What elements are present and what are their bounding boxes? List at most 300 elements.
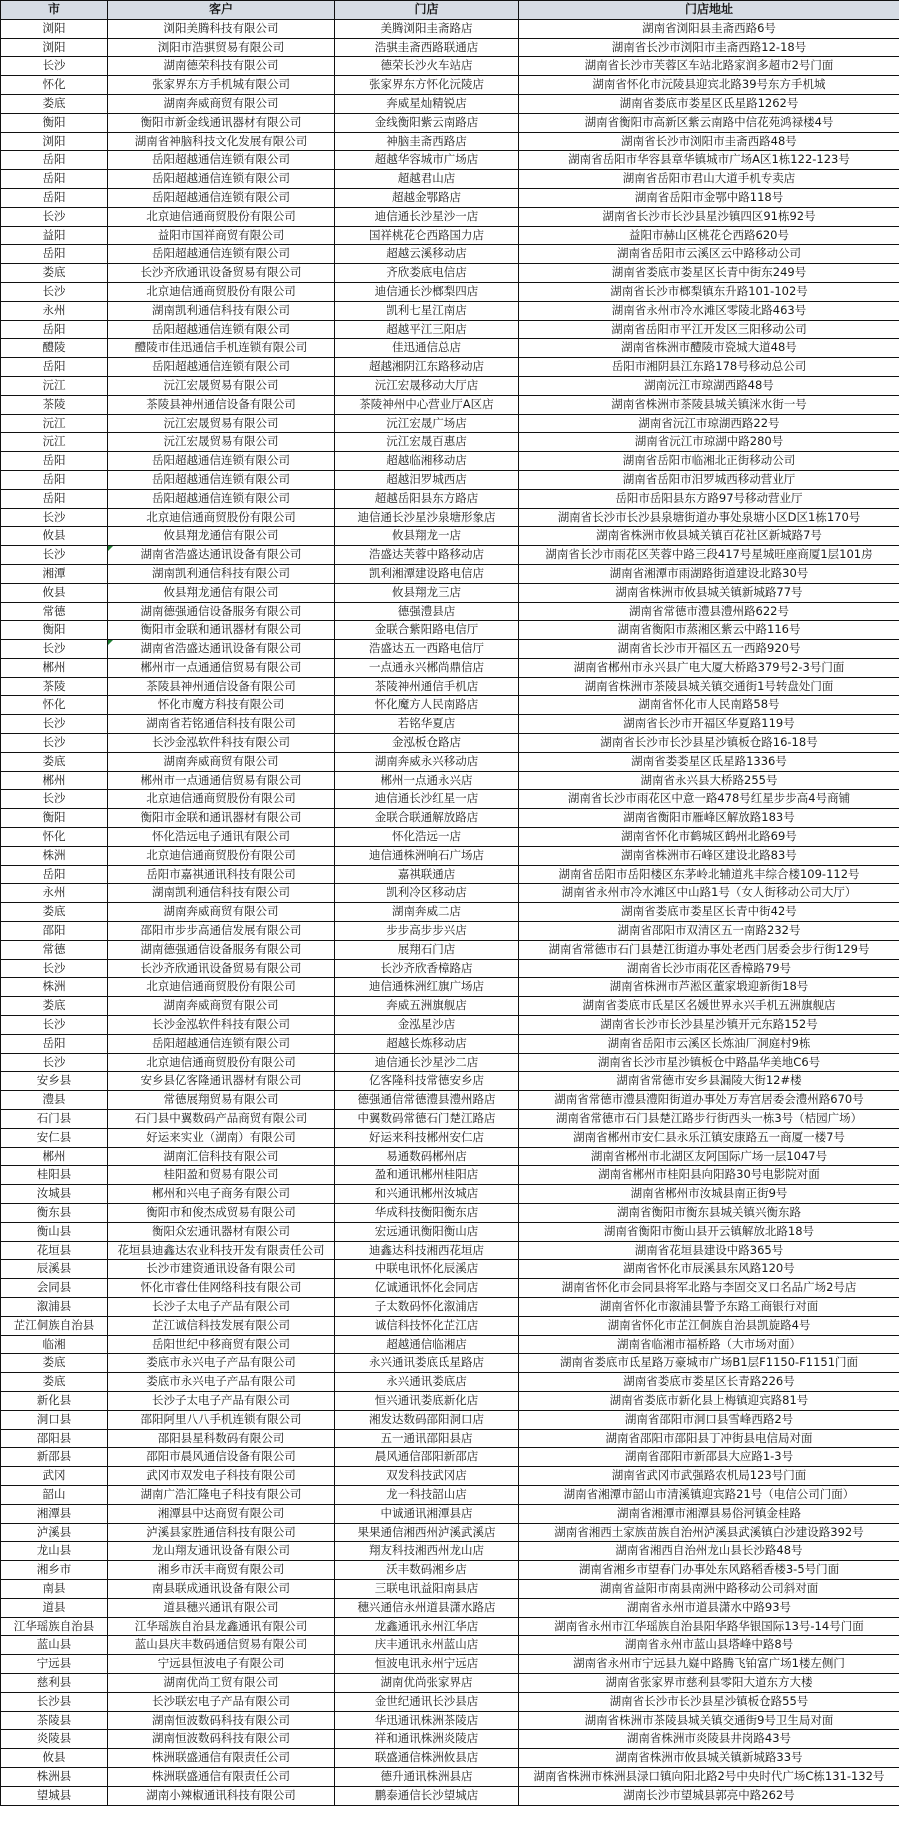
cell-store[interactable]: 中翼数码常德石门楚江路店 (335, 1110, 519, 1129)
cell-customer[interactable]: 湖南奔威商贸有限公司 (108, 997, 335, 1016)
cell-store[interactable]: 浩骐圭斋西路联通店 (335, 38, 519, 57)
cell-city[interactable]: 芷江侗族自治县 (1, 1316, 108, 1335)
cell-city[interactable]: 岳阳 (1, 320, 108, 339)
cell-store[interactable]: 齐欣娄底电信店 (335, 264, 519, 283)
cell-customer[interactable]: 石门县中翼数码产品商贸有限公司 (108, 1110, 335, 1129)
cell-address[interactable]: 湖南省长沙市芙蓉区车站北路家润多超市2号门面 (519, 57, 899, 76)
cell-store[interactable]: 超越通信临湘店 (335, 1335, 519, 1354)
cell-store[interactable]: 金泓星沙店 (335, 1016, 519, 1035)
cell-city[interactable]: 新邵县 (1, 1448, 108, 1467)
cell-city[interactable]: 临湘 (1, 1335, 108, 1354)
cell-address[interactable]: 湖南省怀化市溆浦县警予东路工商银行对面 (519, 1297, 899, 1316)
cell-city[interactable]: 长沙 (1, 546, 108, 565)
cell-customer[interactable]: 衡阳市金联和通讯器材有限公司 (108, 621, 335, 640)
cell-store[interactable]: 浩盛达芙蓉中路移动店 (335, 546, 519, 565)
cell-store[interactable]: 湖南奔威永兴移动店 (335, 752, 519, 771)
cell-address[interactable]: 湖南沅江市琼湖西路48号 (519, 376, 899, 395)
cell-customer[interactable]: 浏阳市浩骐贸易有限公司 (108, 38, 335, 57)
cell-store[interactable]: 超越金鄂路店 (335, 188, 519, 207)
cell-address[interactable]: 湖南省沅江市琼湖西路22号 (519, 414, 899, 433)
cell-customer[interactable]: 湖南奔威商贸有限公司 (108, 94, 335, 113)
cell-store[interactable]: 奔威星灿精锐店 (335, 94, 519, 113)
cell-store[interactable]: 湘发达数码邵阳洞口店 (335, 1410, 519, 1429)
cell-customer[interactable]: 湖南奔威商贸有限公司 (108, 903, 335, 922)
cell-city[interactable]: 长沙 (1, 57, 108, 76)
cell-customer[interactable]: 岳阳超越通信连锁有限公司 (108, 245, 335, 264)
cell-customer[interactable]: 武冈市双发电子科技有限公司 (108, 1467, 335, 1486)
cell-store[interactable]: 龙鑫通讯永州江华店 (335, 1617, 519, 1636)
cell-customer[interactable]: 芷江诚信科技发展有限公司 (108, 1316, 335, 1335)
cell-customer[interactable]: 岳阳超越通信连锁有限公司 (108, 1034, 335, 1053)
cell-store[interactable]: 果果通信湘西州泸溪武溪店 (335, 1523, 519, 1542)
cell-store[interactable]: 超越岳阳县东方路店 (335, 489, 519, 508)
cell-city[interactable]: 炎陵县 (1, 1730, 108, 1749)
cell-city[interactable]: 株洲 (1, 978, 108, 997)
cell-address[interactable]: 湖南省湘潭市雨湖路街道建设北路30号 (519, 564, 899, 583)
cell-city[interactable]: 汝城县 (1, 1185, 108, 1204)
cell-address[interactable]: 湖南省娄底市娄星区长青路226号 (519, 1373, 899, 1392)
cell-city[interactable]: 韶山 (1, 1485, 108, 1504)
cell-customer[interactable]: 岳阳超越通信连锁有限公司 (108, 358, 335, 377)
cell-customer[interactable]: 蓝山县庆丰数码通信贸易有限公司 (108, 1636, 335, 1655)
cell-store[interactable]: 步步高步步兴店 (335, 922, 519, 941)
cell-store[interactable]: 凯利冷区移动店 (335, 884, 519, 903)
cell-store[interactable]: 盈和通讯郴州桂阳店 (335, 1166, 519, 1185)
cell-address[interactable]: 湖南省衡阳市衡山县开云镇解放北路18号 (519, 1222, 899, 1241)
cell-customer[interactable]: 岳阳超越通信连锁有限公司 (108, 470, 335, 489)
cell-address[interactable]: 湖南省长沙市长沙县泉塘街道办事处泉塘小区D区1栋170号 (519, 508, 899, 527)
cell-store[interactable]: 佳迅通信总店 (335, 339, 519, 358)
cell-store[interactable]: 德升通讯株洲县店 (335, 1767, 519, 1786)
cell-address[interactable]: 湖南省长沙市浏阳市圭斋西路48号 (519, 132, 899, 151)
cell-address[interactable]: 湖南省株洲市炎陵县井岗路43号 (519, 1730, 899, 1749)
cell-customer[interactable]: 郴州市一点通通信贸易有限公司 (108, 771, 335, 790)
cell-customer[interactable]: 岳阳市嘉祺通讯科技有限公司 (108, 865, 335, 884)
cell-store[interactable]: 亿诚通讯怀化会同店 (335, 1279, 519, 1298)
cell-city[interactable]: 怀化 (1, 76, 108, 95)
cell-address[interactable]: 湖南省株洲市攸县城关镇新城路33号 (519, 1749, 899, 1768)
cell-store[interactable]: 超越平江三阳店 (335, 320, 519, 339)
cell-customer[interactable]: 沅江宏晟贸易有限公司 (108, 376, 335, 395)
cell-customer[interactable]: 北京迪信通商贸股份有限公司 (108, 1053, 335, 1072)
cell-customer[interactable]: 郴州和兴电子商务有限公司 (108, 1185, 335, 1204)
cell-city[interactable]: 娄底 (1, 997, 108, 1016)
cell-city[interactable]: 益阳 (1, 226, 108, 245)
cell-address[interactable]: 湖南省永州市江华瑶族自治县阳华路华银国际13号-14号门面 (519, 1617, 899, 1636)
cell-address[interactable]: 湖南省怀化市辰溪县东风路120号 (519, 1260, 899, 1279)
cell-customer[interactable]: 宁远县恒波电子有限公司 (108, 1655, 335, 1674)
cell-address[interactable]: 湖南省永州市蓝山县塔峰中路8号 (519, 1636, 899, 1655)
cell-address[interactable]: 湖南省株洲市株洲县渌口镇向阳北路2号中央时代广场C栋131-132号 (519, 1767, 899, 1786)
cell-customer[interactable]: 湖南凯利通信科技有限公司 (108, 884, 335, 903)
cell-store[interactable]: 沅江宏晟百惠店 (335, 433, 519, 452)
cell-store[interactable]: 翔友科技湘西州龙山店 (335, 1542, 519, 1561)
cell-city[interactable]: 邵阳县 (1, 1429, 108, 1448)
cell-city[interactable]: 江华瑶族自治县 (1, 1617, 108, 1636)
cell-customer[interactable]: 湖南德强通信设备服务有限公司 (108, 602, 335, 621)
cell-store[interactable]: 奔威五洲旗舰店 (335, 997, 519, 1016)
cell-city[interactable]: 郴州 (1, 771, 108, 790)
cell-store[interactable]: 神脑圭斋西路店 (335, 132, 519, 151)
cell-city[interactable]: 醴陵 (1, 339, 108, 358)
cell-address[interactable]: 湖南省长沙市开福区华夏路119号 (519, 715, 899, 734)
cell-customer[interactable]: 湖南省浩盛达通讯设备有限公司 (108, 546, 335, 565)
cell-store[interactable]: 金联合联通解放路店 (335, 809, 519, 828)
cell-customer[interactable]: 花垣县迪鑫达农业科技开发有限责任公司 (108, 1241, 335, 1260)
cell-store[interactable]: 超越华容城市广场店 (335, 151, 519, 170)
cell-address[interactable]: 湖南省岳阳市云溪区长炼油厂洞庭村9栋 (519, 1034, 899, 1053)
cell-city[interactable]: 长沙 (1, 1016, 108, 1035)
cell-store[interactable]: 金泓板仓路店 (335, 734, 519, 753)
cell-store[interactable]: 怀化浩远一店 (335, 828, 519, 847)
cell-city[interactable]: 洞口县 (1, 1410, 108, 1429)
cell-store[interactable]: 迪信通长沙榔梨四店 (335, 282, 519, 301)
cell-store[interactable]: 迪信通长沙红星一店 (335, 790, 519, 809)
cell-customer[interactable]: 湖南恒波数码科技有限公司 (108, 1711, 335, 1730)
cell-customer[interactable]: 株洲联盛通信有限责任公司 (108, 1749, 335, 1768)
cell-address[interactable]: 湖南省邵阳市邵阳县丁冲街县电信局对面 (519, 1429, 899, 1448)
cell-store[interactable]: 子太数码怀化溆浦店 (335, 1297, 519, 1316)
cell-customer[interactable]: 怀化浩远电子通讯有限公司 (108, 828, 335, 847)
cell-address[interactable]: 湖南省株洲市茶陵县城关镇交通街1号转盘处门面 (519, 677, 899, 696)
cell-customer[interactable]: 江华瑶族自治县龙鑫通讯有限公司 (108, 1617, 335, 1636)
cell-address[interactable]: 湖南省永州市道县潇水中路93号 (519, 1598, 899, 1617)
cell-customer[interactable]: 湖南优尚工贸有限公司 (108, 1673, 335, 1692)
cell-store[interactable]: 金线衡阳紫云南路店 (335, 113, 519, 132)
cell-city[interactable]: 衡山县 (1, 1222, 108, 1241)
cell-customer[interactable]: 北京迪信通商贸股份有限公司 (108, 508, 335, 527)
cell-city[interactable]: 邵阳 (1, 922, 108, 941)
cell-customer[interactable]: 北京迪信通商贸股份有限公司 (108, 790, 335, 809)
cell-address[interactable]: 湖南省郴州市安仁县永乐江镇安康路五一商厦一楼7号 (519, 1128, 899, 1147)
cell-address[interactable]: 湖南省沅江市琼湖中路280号 (519, 433, 899, 452)
cell-customer[interactable]: 道县穗兴通讯有限公司 (108, 1598, 335, 1617)
cell-store[interactable]: 永兴通讯娄底氐星路店 (335, 1354, 519, 1373)
cell-address[interactable]: 湖南省张家界市慈利县零阳大道东方大楼 (519, 1673, 899, 1692)
cell-address[interactable]: 湖南省娄娄星区氐星路1336号 (519, 752, 899, 771)
cell-customer[interactable]: 长沙子太电子产品有限公司 (108, 1297, 335, 1316)
cell-address[interactable]: 湖南省株洲市醴陵市瓷城大道48号 (519, 339, 899, 358)
cell-address[interactable]: 湖南省常德市石门县楚江路步行街西头一栋3号（桔园广场） (519, 1110, 899, 1129)
cell-address[interactable]: 湖南省娄底市氐星区名媛世界永兴手机五洲旗舰店 (519, 997, 899, 1016)
cell-address[interactable]: 湖南省衡阳市衡东县城关镇兴衡东路 (519, 1204, 899, 1223)
cell-address[interactable]: 湖南省湘潭市湘潭县易俗河镇金桂路 (519, 1504, 899, 1523)
cell-city[interactable]: 岳阳 (1, 489, 108, 508)
cell-city[interactable]: 长沙县 (1, 1692, 108, 1711)
cell-store[interactable]: 茶陵神州通信手机店 (335, 677, 519, 696)
cell-city[interactable]: 蓝山县 (1, 1636, 108, 1655)
cell-customer[interactable]: 长沙联宏电子产品有限公司 (108, 1692, 335, 1711)
header-store-address[interactable]: 门店地址 (519, 1, 899, 20)
cell-address[interactable]: 湖南省长沙市长沙县星沙镇板仓路16-18号 (519, 734, 899, 753)
cell-city[interactable]: 长沙 (1, 282, 108, 301)
cell-store[interactable]: 穗兴通信永州道县潇水路店 (335, 1598, 519, 1617)
cell-customer[interactable]: 安乡县亿客隆通讯器材有限公司 (108, 1072, 335, 1091)
cell-city[interactable]: 常德 (1, 940, 108, 959)
cell-city[interactable]: 攸县 (1, 527, 108, 546)
cell-address[interactable]: 湖南省岳阳市平江开发区三阳移动公司 (519, 320, 899, 339)
cell-city[interactable]: 娄底 (1, 1354, 108, 1373)
cell-city[interactable]: 安仁县 (1, 1128, 108, 1147)
cell-customer[interactable]: 北京迪信通商贸股份有限公司 (108, 846, 335, 865)
cell-city[interactable]: 攸县 (1, 583, 108, 602)
cell-customer[interactable]: 岳阳超越通信连锁有限公司 (108, 452, 335, 471)
cell-customer[interactable]: 怀化市睿仕佳网络科技有限公司 (108, 1279, 335, 1298)
cell-customer[interactable]: 长沙齐欣通讯设备贸易有限公司 (108, 264, 335, 283)
cell-city[interactable]: 辰溪县 (1, 1260, 108, 1279)
cell-city[interactable]: 株洲县 (1, 1767, 108, 1786)
cell-address[interactable]: 湖南省武冈市武强路农机局123号门面 (519, 1467, 899, 1486)
cell-address[interactable]: 湖南省娄底市新化县上梅镇迎宾路81号 (519, 1391, 899, 1410)
cell-store[interactable]: 沅江宏晟移动大厅店 (335, 376, 519, 395)
cell-customer[interactable]: 长沙齐欣通讯设备贸易有限公司 (108, 959, 335, 978)
cell-city[interactable]: 道县 (1, 1598, 108, 1617)
cell-city[interactable]: 浏阳 (1, 19, 108, 38)
cell-customer[interactable]: 沅江宏晟贸易有限公司 (108, 414, 335, 433)
cell-city[interactable]: 岳阳 (1, 188, 108, 207)
cell-store[interactable]: 超越汨罗城西店 (335, 470, 519, 489)
cell-customer[interactable]: 张家界东方手机城有限公司 (108, 76, 335, 95)
cell-customer[interactable]: 茶陵县神州通信设备有限公司 (108, 677, 335, 696)
cell-store[interactable]: 华成科技衡阳衡东店 (335, 1204, 519, 1223)
cell-store[interactable]: 沅江宏晟广场店 (335, 414, 519, 433)
cell-city[interactable]: 望城县 (1, 1786, 108, 1805)
cell-address[interactable]: 湖南省怀化市会同县将军北路与李固交叉口名品广场2号店 (519, 1279, 899, 1298)
cell-address[interactable]: 湖南省永州市宁远县九嶷中路腾飞铂富广场1楼左侧门 (519, 1655, 899, 1674)
cell-store[interactable]: 迪信通长沙星沙一店 (335, 207, 519, 226)
cell-city[interactable]: 长沙 (1, 715, 108, 734)
cell-store[interactable]: 永兴通讯娄底店 (335, 1373, 519, 1392)
cell-city[interactable]: 衡阳 (1, 621, 108, 640)
cell-city[interactable]: 郴州 (1, 658, 108, 677)
cell-store[interactable]: 华迅通讯株洲茶陵店 (335, 1711, 519, 1730)
cell-customer[interactable]: 长沙金泓软件科技有限公司 (108, 734, 335, 753)
cell-store[interactable]: 超越湘阴江东路移动店 (335, 358, 519, 377)
cell-city[interactable]: 宁远县 (1, 1655, 108, 1674)
cell-address[interactable]: 湖南省长沙市雨花区香樟路79号 (519, 959, 899, 978)
cell-store[interactable]: 茶陵神州中心营业厅A区店 (335, 395, 519, 414)
cell-city[interactable]: 常德 (1, 602, 108, 621)
cell-customer[interactable]: 浏阳美腾科技有限公司 (108, 19, 335, 38)
cell-store[interactable]: 德强澧县店 (335, 602, 519, 621)
cell-store[interactable]: 超越临湘移动店 (335, 452, 519, 471)
cell-store[interactable]: 亿客隆科技常德安乡店 (335, 1072, 519, 1091)
cell-city[interactable]: 衡阳 (1, 113, 108, 132)
cell-customer[interactable]: 湖南广浩汇隆电子科技有限公司 (108, 1485, 335, 1504)
cell-customer[interactable]: 湖南恒波数码科技有限公司 (108, 1730, 335, 1749)
cell-customer[interactable]: 北京迪信通商贸股份有限公司 (108, 207, 335, 226)
cell-address[interactable]: 湖南省岳阳市临湘北正街移动公司 (519, 452, 899, 471)
cell-address[interactable]: 湖南省衡阳市雁峰区解放路183号 (519, 809, 899, 828)
cell-city[interactable]: 沅江 (1, 376, 108, 395)
cell-city[interactable]: 怀化 (1, 696, 108, 715)
cell-store[interactable]: 祥和通讯株洲炎陵店 (335, 1730, 519, 1749)
cell-city[interactable]: 溆浦县 (1, 1297, 108, 1316)
cell-city[interactable]: 株洲 (1, 846, 108, 865)
cell-store[interactable]: 迪信通株洲响石广场店 (335, 846, 519, 865)
cell-customer[interactable]: 湘潭县中达商贸有限公司 (108, 1504, 335, 1523)
cell-store[interactable]: 迪信通长沙星沙二店 (335, 1053, 519, 1072)
cell-city[interactable]: 岳阳 (1, 151, 108, 170)
cell-address[interactable]: 岳阳市岳阳县东方路97号移动营业厅 (519, 489, 899, 508)
cell-store[interactable]: 庆丰通讯永州蓝山店 (335, 1636, 519, 1655)
cell-city[interactable]: 花垣县 (1, 1241, 108, 1260)
cell-address[interactable]: 湖南省怀化市鹤城区鹤州北路69号 (519, 828, 899, 847)
cell-store[interactable]: 迪信通长沙星沙泉塘形象店 (335, 508, 519, 527)
cell-city[interactable]: 岳阳 (1, 470, 108, 489)
cell-store[interactable]: 晨风通信邵阳新邵店 (335, 1448, 519, 1467)
cell-store[interactable]: 双发科技武冈店 (335, 1467, 519, 1486)
cell-store[interactable]: 金世纪通讯长沙县店 (335, 1692, 519, 1711)
cell-city[interactable]: 娄底 (1, 264, 108, 283)
cell-city[interactable]: 娄底 (1, 94, 108, 113)
cell-address[interactable]: 湖南省岳阳市华容县章华镇城市广场A区1栋122-123号 (519, 151, 899, 170)
cell-customer[interactable]: 湖南德强通信设备服务有限公司 (108, 940, 335, 959)
cell-customer[interactable]: 衡阳市新金线通讯器材有限公司 (108, 113, 335, 132)
cell-store[interactable]: 易通数码郴州店 (335, 1147, 519, 1166)
cell-city[interactable]: 长沙 (1, 1053, 108, 1072)
cell-customer[interactable]: 湖南省浩盛达通讯设备有限公司 (108, 640, 335, 659)
cell-customer[interactable]: 湖南小辣椒通讯科技有限公司 (108, 1786, 335, 1805)
cell-address[interactable]: 湖南省湘乡市望春门办事处东风路稻香楼3-5号门面 (519, 1561, 899, 1580)
cell-store[interactable]: 龙一科技韶山店 (335, 1485, 519, 1504)
cell-store[interactable]: 美腾浏阳圭斋路店 (335, 19, 519, 38)
cell-store[interactable]: 恒波电讯永州宁远店 (335, 1655, 519, 1674)
cell-city[interactable]: 长沙 (1, 207, 108, 226)
cell-store[interactable]: 攸县翔龙三店 (335, 583, 519, 602)
cell-address[interactable]: 湖南省临湘市福桥路（大市场对面） (519, 1335, 899, 1354)
cell-store[interactable]: 郴州一点通永兴店 (335, 771, 519, 790)
cell-store[interactable]: 凯利七星江南店 (335, 301, 519, 320)
cell-store[interactable]: 好运来科技郴州安仁店 (335, 1128, 519, 1147)
cell-store[interactable]: 湖南奔威二店 (335, 903, 519, 922)
cell-city[interactable]: 南县 (1, 1579, 108, 1598)
cell-store[interactable]: 浩盛达五一西路电信厅 (335, 640, 519, 659)
cell-customer[interactable]: 娄底市永兴电子产品有限公司 (108, 1354, 335, 1373)
cell-store[interactable]: 超越君山店 (335, 170, 519, 189)
cell-address[interactable]: 湖南省郴州市北湖区友阿国际广场一层1047号 (519, 1147, 899, 1166)
cell-customer[interactable]: 湖南凯利通信科技有限公司 (108, 564, 335, 583)
cell-customer[interactable]: 岳阳超越通信连锁有限公司 (108, 489, 335, 508)
cell-customer[interactable]: 长沙金泓软件科技有限公司 (108, 1016, 335, 1035)
cell-customer[interactable]: 常德展翔贸易有限公司 (108, 1091, 335, 1110)
cell-store[interactable]: 国祥桃花仑西路国力店 (335, 226, 519, 245)
cell-store[interactable]: 宏远通讯衡阳衡山店 (335, 1222, 519, 1241)
cell-address[interactable]: 湖南省邵阳市双清区五一南路232号 (519, 922, 899, 941)
cell-address[interactable]: 湖南省长沙市浏阳市圭斋西路12-18号 (519, 38, 899, 57)
cell-address[interactable]: 湖南省娄底市娄星区长青中街东249号 (519, 264, 899, 283)
cell-city[interactable]: 岳阳 (1, 865, 108, 884)
cell-customer[interactable]: 龙山翔友通讯设备有限公司 (108, 1542, 335, 1561)
cell-address[interactable]: 湖南省株洲市茶陵县城关镇洣水街一号 (519, 395, 899, 414)
cell-city[interactable]: 龙山县 (1, 1542, 108, 1561)
cell-city[interactable]: 浏阳 (1, 132, 108, 151)
cell-store[interactable]: 凯利湘潭建设路电信店 (335, 564, 519, 583)
cell-customer[interactable]: 衡阳众宏通讯器材有限公司 (108, 1222, 335, 1241)
cell-customer[interactable]: 怀化市魔方科技有限公司 (108, 696, 335, 715)
cell-customer[interactable]: 湘乡市沃丰商贸有限公司 (108, 1561, 335, 1580)
cell-city[interactable]: 衡阳 (1, 809, 108, 828)
cell-customer[interactable]: 湖南汇信科技有限公司 (108, 1147, 335, 1166)
cell-store[interactable]: 长沙齐欣香樟路店 (335, 959, 519, 978)
cell-store[interactable]: 联盛通信株洲攸县店 (335, 1749, 519, 1768)
cell-address[interactable]: 湖南省郴州市永兴县广电大厦大桥路379号2-3号门面 (519, 658, 899, 677)
cell-address[interactable]: 湖南省长沙市雨花区芙蓉中路三段417号星城旺座商厦1层101房 (519, 546, 899, 565)
cell-address[interactable]: 湖南省邵阳市新邵县大应路1-3号 (519, 1448, 899, 1467)
cell-address[interactable]: 湖南省长沙市长沙县星沙镇板仓路55号 (519, 1692, 899, 1711)
cell-city[interactable]: 澧县 (1, 1091, 108, 1110)
cell-city[interactable]: 新化县 (1, 1391, 108, 1410)
cell-address[interactable]: 湖南省长沙市开福区五一西路920号 (519, 640, 899, 659)
cell-customer[interactable]: 好运来实业（湖南）有限公司 (108, 1128, 335, 1147)
cell-store[interactable]: 湖南优尚张家界店 (335, 1673, 519, 1692)
cell-city[interactable]: 湘潭县 (1, 1504, 108, 1523)
cell-customer[interactable]: 北京迪信通商贸股份有限公司 (108, 978, 335, 997)
cell-address[interactable]: 湖南省益阳市南县南洲中路移动公司斜对面 (519, 1579, 899, 1598)
cell-customer[interactable]: 娄底市永兴电子产品有限公司 (108, 1373, 335, 1392)
cell-city[interactable]: 岳阳 (1, 1034, 108, 1053)
cell-customer[interactable]: 株洲联盛通信有限责任公司 (108, 1767, 335, 1786)
cell-address[interactable]: 湖南省岳阳市云溪区云中路移动公司 (519, 245, 899, 264)
cell-customer[interactable]: 邵阳市晨风通信设备有限公司 (108, 1448, 335, 1467)
cell-address[interactable]: 湖南省岳阳市汨罗城西移动营业厅 (519, 470, 899, 489)
cell-address[interactable]: 湖南省常德市澧县澧州路622号 (519, 602, 899, 621)
cell-city[interactable]: 长沙 (1, 959, 108, 978)
cell-store[interactable]: 超越云溪移动店 (335, 245, 519, 264)
cell-store[interactable]: 三联电讯益阳南县店 (335, 1579, 519, 1598)
header-store[interactable]: 门店 (335, 1, 519, 20)
cell-customer[interactable]: 岳阳世纪中移商贸有限公司 (108, 1335, 335, 1354)
cell-city[interactable]: 永州 (1, 884, 108, 903)
cell-city[interactable]: 泸溪县 (1, 1523, 108, 1542)
cell-address[interactable]: 湖南省岳阳市君山大道手机专卖店 (519, 170, 899, 189)
cell-customer[interactable]: 岳阳超越通信连锁有限公司 (108, 320, 335, 339)
cell-city[interactable]: 娄底 (1, 903, 108, 922)
cell-address[interactable]: 湖南省郴州市桂阳县向阳路30号电影院对面 (519, 1166, 899, 1185)
cell-store[interactable]: 德强通信常德澧县澧州路店 (335, 1091, 519, 1110)
cell-store[interactable]: 一点通永兴郴尚鼎信店 (335, 658, 519, 677)
cell-store[interactable]: 诚信科技怀化芷江店 (335, 1316, 519, 1335)
cell-store[interactable]: 鹏泰通信长沙望城店 (335, 1786, 519, 1805)
cell-store[interactable]: 德荣长沙火车站店 (335, 57, 519, 76)
cell-city[interactable]: 长沙 (1, 790, 108, 809)
cell-address[interactable]: 湖南省长沙市星沙镇板仓中路晶华美地C6号 (519, 1053, 899, 1072)
cell-store[interactable]: 展翔石门店 (335, 940, 519, 959)
cell-customer[interactable]: 长沙子太电子产品有限公司 (108, 1391, 335, 1410)
cell-store[interactable]: 迪鑫达科技湘西花垣店 (335, 1241, 519, 1260)
cell-address[interactable]: 湖南省长沙市长沙县星沙镇四区91栋92号 (519, 207, 899, 226)
cell-customer[interactable]: 岳阳超越通信连锁有限公司 (108, 188, 335, 207)
cell-city[interactable]: 茶陵 (1, 395, 108, 414)
cell-address[interactable]: 湖南省衡阳市高新区紫云南路中信花苑鸿禄楼4号 (519, 113, 899, 132)
cell-address[interactable]: 湖南省株洲市攸县城关镇新城路77号 (519, 583, 899, 602)
cell-address[interactable]: 湖南省花垣县建设中路365号 (519, 1241, 899, 1260)
cell-address[interactable]: 湖南省娄底市氐星路万豪城市广场B1层F1150-F1151门面 (519, 1354, 899, 1373)
cell-customer[interactable]: 郴州市一点通通信贸易有限公司 (108, 658, 335, 677)
cell-store[interactable]: 攸县翔龙一店 (335, 527, 519, 546)
cell-city[interactable]: 攸县 (1, 1749, 108, 1768)
cell-customer[interactable]: 邵阳市步步高通信发展有限公司 (108, 922, 335, 941)
cell-store[interactable]: 张家界东方怀化沅陵店 (335, 76, 519, 95)
cell-address[interactable]: 湖南省永州市冷水滩区零陵北路463号 (519, 301, 899, 320)
cell-customer[interactable]: 攸县翔龙通信有限公司 (108, 527, 335, 546)
cell-city[interactable]: 安乡县 (1, 1072, 108, 1091)
cell-customer[interactable]: 沅江宏晟贸易有限公司 (108, 433, 335, 452)
cell-address[interactable]: 湖南省岳阳市岳阳楼区东茅岭北辅道兆丰综合楼109-112号 (519, 865, 899, 884)
cell-customer[interactable]: 长沙市建资通讯设备有限公司 (108, 1260, 335, 1279)
cell-customer[interactable]: 岳阳超越通信连锁有限公司 (108, 151, 335, 170)
cell-city[interactable]: 桂阳县 (1, 1166, 108, 1185)
